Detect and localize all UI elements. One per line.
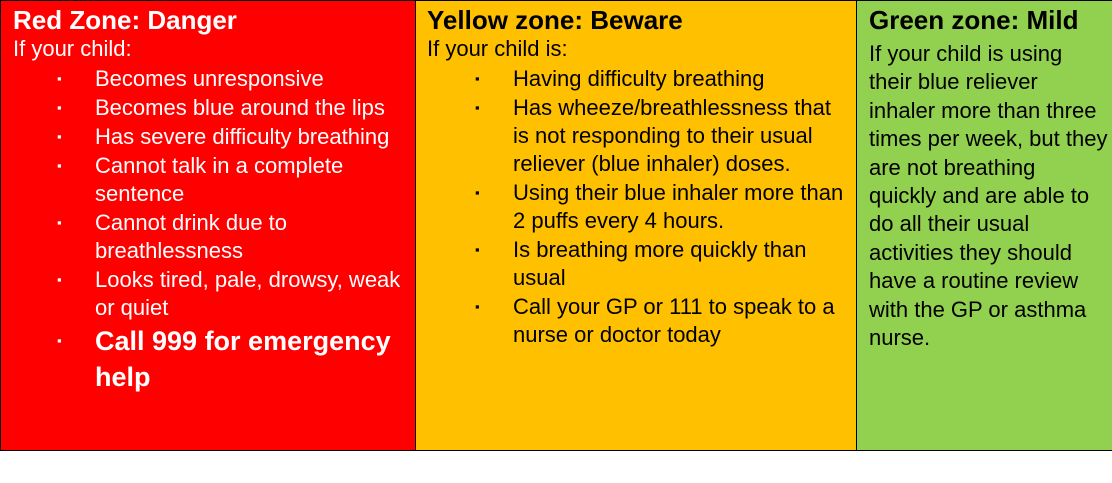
list-item: ▪ Cannot talk in a complete sentence	[57, 153, 344, 206]
red-zone-column	[0, 1, 416, 450]
list-item: ▪ Using their blue inhaler more than 2 puffs every 4 hours.	[475, 180, 844, 233]
list-item: ▪ Becomes blue around the lips	[57, 95, 385, 120]
red-zone-heading: Red Zone: Danger	[13, 5, 237, 35]
list-item: ▪ Having difficulty breathing	[475, 66, 765, 91]
bullet-icon: ▪	[475, 299, 480, 314]
green-zone-column	[857, 1, 1112, 450]
green-zone-heading: Green zone: Mild	[869, 5, 1079, 35]
green-zone-text: If your child is using their blue reliever inhaler more than three times per week, but they are not breathing quickly and are able to do all their usual activities they should have a routine review with the GP or asthma nurse.	[869, 41, 1108, 351]
bullet-icon: ▪	[475, 71, 480, 86]
bullet-icon: ▪	[57, 272, 62, 287]
bullet-icon: ▪	[475, 242, 480, 257]
list-item: ▪ Becomes unresponsive	[57, 66, 324, 91]
list-item: ▪ Has severe difficulty breathing	[57, 124, 390, 149]
emergency-instruction: ▪ Call 999 for emergency help	[13, 323, 407, 395]
call-gp-instruction: ▪ Call your GP or 111 to speak to a nurse or doctor today	[475, 294, 835, 347]
list-item: ▪ Has wheeze/breathlessness that is not responding to their usual reliever (blue inhaler) doses.	[475, 95, 831, 176]
bullet-icon: ▪	[57, 71, 62, 86]
yellow-zone-list	[427, 65, 848, 349]
list-item: ▪ Is breathing more quickly than usual	[475, 237, 807, 290]
bullet-icon: ▪	[57, 100, 62, 115]
list-item: ▪ Cannot drink due to breathlessness	[57, 210, 288, 263]
bullet-icon: ▪	[475, 100, 480, 115]
red-zone-list	[13, 65, 407, 395]
bullet-icon: ▪	[57, 215, 62, 230]
bullet-icon: ▪	[475, 185, 480, 200]
list-item: ▪ Looks tired, pale, drowsy, weak or quiet	[57, 267, 401, 320]
yellow-zone-heading: Yellow zone: Beware	[427, 5, 683, 35]
bullet-icon: ▪	[57, 333, 62, 348]
bullet-icon: ▪	[57, 158, 62, 173]
yellow-zone-intro: If your child is:	[427, 36, 568, 61]
red-zone-intro: If your child:	[13, 36, 132, 61]
bullet-icon: ▪	[57, 129, 62, 144]
yellow-zone-column	[416, 1, 857, 450]
